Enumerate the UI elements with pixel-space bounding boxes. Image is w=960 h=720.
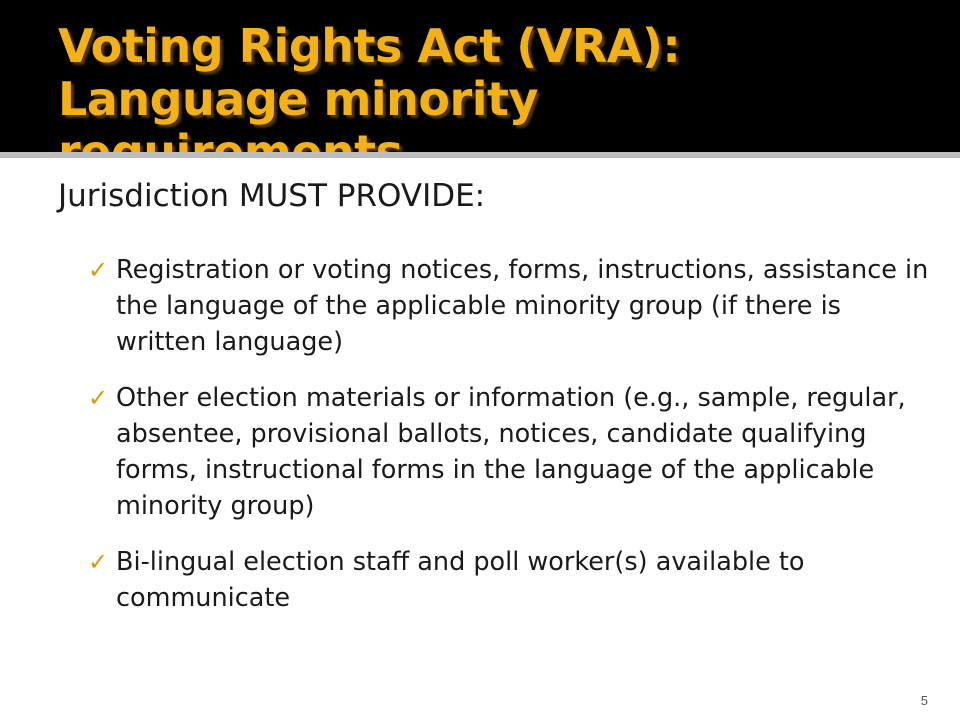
page-number: 5 [920,693,928,708]
title-divider [0,152,960,158]
body-heading: Jurisdiction MUST PROVIDE: [58,178,486,214]
bullet-item [88,380,938,524]
bullet-text: Registration or voting notices, forms, instructions, assistance in the language of the applicable minority group (if there is written language) [116,255,929,357]
title-line-2: Language minority [58,72,538,126]
bullet-text: Bi-lingual election staff and poll worker(s) available to communicate [116,547,805,613]
checkmark-icon: ✓ [88,384,109,412]
bullet-item [88,252,938,360]
title-line-1: Voting Rights Act (VRA): [58,19,681,73]
slide-body [0,160,960,720]
title-bar [0,0,960,152]
checkmark-icon: ✓ [88,256,109,284]
bullet-list [88,252,938,636]
checkmark-icon: ✓ [88,548,109,576]
bullet-item [88,544,938,616]
bullet-text: Other election materials or information (e.g., sample, regular, absentee, provisional ballots, notices, candidate qualifying forms, instructional forms in the language of the applicable minority group) [116,383,906,521]
